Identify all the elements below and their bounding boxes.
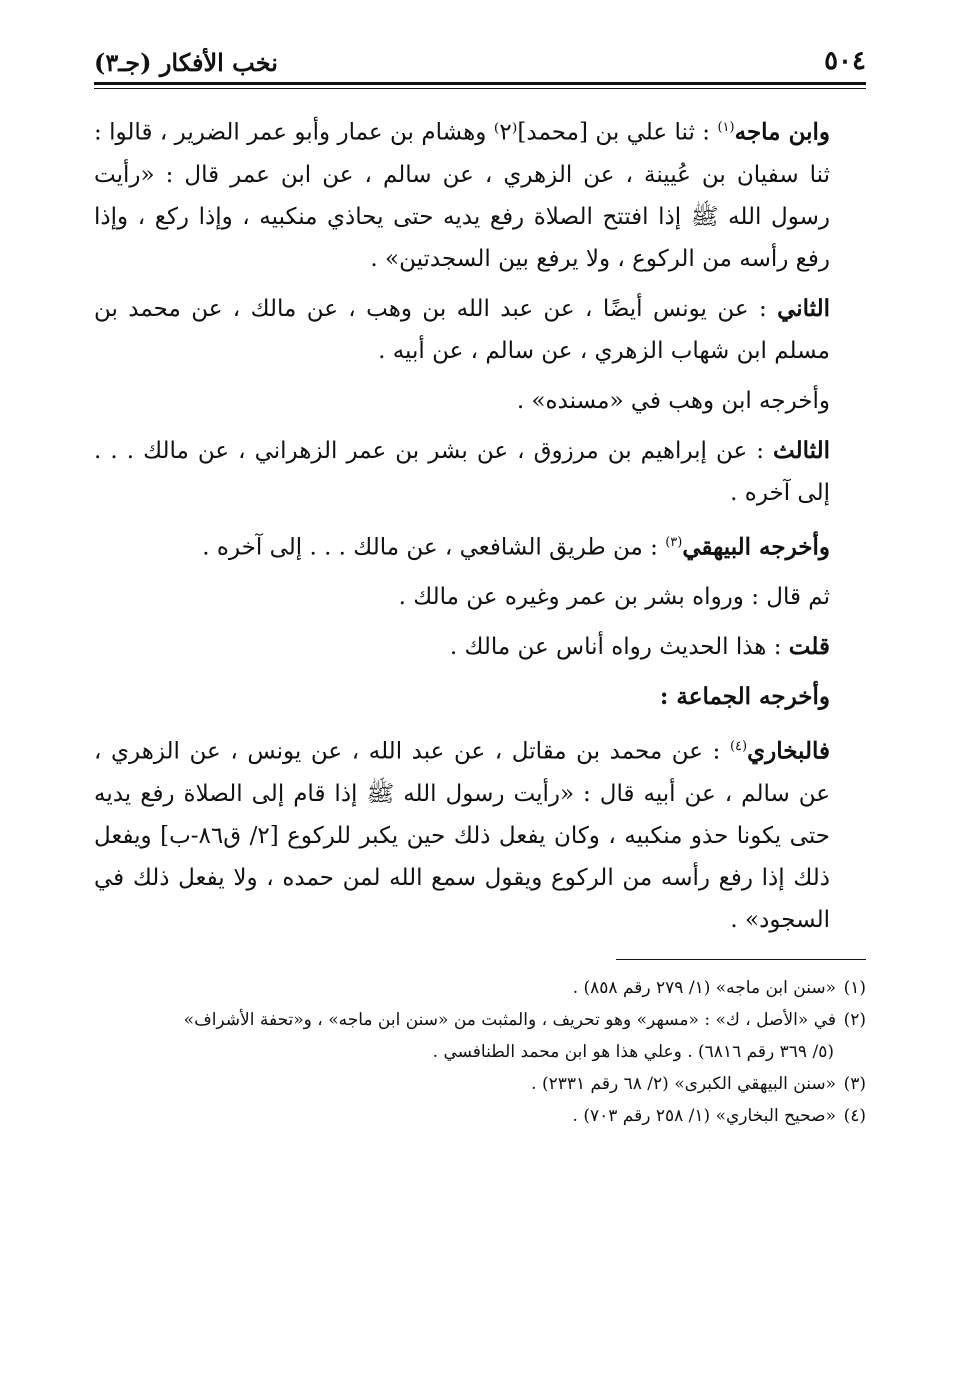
paragraph-text: : عن إبراهيم بن مرزوق ، عن بشر بن عمر الزهراني ، عن مالك . . . إلى آخره . [94,437,830,506]
footnote-item [94,1100,866,1132]
paragraph-text: وأخرجه ابن وهب في «مسنده» . [516,387,830,414]
paragraph-bayhaqi [94,522,866,569]
footnote-number: (٢) [843,1009,866,1030]
footnote-item [94,1068,866,1100]
paragraph-jamaah [94,676,866,718]
footnote-item [94,1004,866,1036]
body-text [94,107,866,941]
header-rule-thin [94,88,866,89]
paragraph-ibn-majah [94,107,866,280]
footnote-text: في «الأصل ، ك» : «مسهر» وهو تحريف ، والمثبت من «سنن ابن ماجه» ، و«تحفة الأشراف» [183,1009,836,1030]
header-rule-thick [94,82,866,85]
footnote-text: «سنن البيهقي الكبرى» (٢/ ٦٨ رقم ٢٣٣١) . [531,1073,836,1094]
paragraph-qultu [94,626,866,668]
footnote-item [94,972,866,1004]
footnote-number: (٣) [843,1073,866,1094]
footnote-separator [616,959,866,960]
footnotes [94,972,866,1132]
footnote-marker: (٤) [729,739,748,755]
footnote-marker: (١) [717,120,735,135]
paragraph-text: : عن يونس أيضًا ، عن عبد الله بن وهب ، عن مالك ، عن محمد بن مسلم ابن شهاب الزهري ، عن سالم ، عن أبيه . [94,295,830,364]
page-header [94,36,866,82]
paragraph-lead: وأخرجه الجماعة : [659,683,830,711]
footnote-text: «سنن ابن ماجه» (١/ ٢٧٩ رقم ٨٥٨) . [572,977,836,998]
footnote-text: (٥/ ٣٦٩ رقم ٦٨١٦) . وعلي هذا هو ابن محمد الطنافسي . [432,1041,834,1062]
paragraph-lead: الثالث [773,436,830,464]
footnote-text: «صحيح البخاري» (١/ ٢٥٨ رقم ٧٠٣) . [572,1105,836,1126]
footnote-number: (٤) [843,1105,866,1126]
paragraph-third [94,430,866,514]
paragraph-lead: فالبخاري [747,737,830,765]
footnote-continuation [94,1036,866,1068]
footnote-number: (١) [843,977,866,998]
paragraph-lead: وابن ماجه [734,118,830,146]
paragraph-second [94,288,866,372]
footnote-marker: (٣) [665,534,683,550]
paragraph-lead: وأخرجه البيهقي [682,533,830,561]
paragraph-ibn-wahb [94,380,866,422]
paragraph-text: : هذا الحديث رواه أناس عن مالك . [449,634,789,661]
running-title: نخب الأفكار (جـ٣) [94,48,278,77]
paragraph-text: : عن محمد بن مقاتل ، عن عبد الله ، عن يونس ، عن الزهري ، عن سالم ، عن أبيه قال : «رأيت رسول الله ﷺ إذا قام إلى الصلاة رفع يديه حتى يكونا حذو منكبيه ، وكان يفعل ذلك حين يكبر للركوع [٢/ ق٨٦-ب] ويفعل ذلك إذا رفع رأسه من الركوع ويقول سمع الله لمن حمده ، ولا يفعل ذلك في السجود» . [94,738,830,933]
page-number: ٥٠٤ [824,46,866,76]
paragraph-then-said [94,576,866,618]
paragraph-text: ثم قال : ورواه بشر بن عمر وغيره عن مالك . [398,584,830,611]
document-page [94,36,866,1356]
paragraph-text: : من طريق الشافعي ، عن مالك . . . إلى آخره . [202,534,666,561]
paragraph-lead: الثاني [777,294,830,322]
paragraph-text: : ثنا علي بن [محمد]⁽٢⁾ وهشام بن عمار وأبو عمر الضرير ، قالوا : ثنا سفيان بن عُيينة ، عن الزهري ، عن سالم ، عن ابن عمر قال : «رأيت رسول الله ﷺ إذا افتتح الصلاة رفع يديه حتى يحاذي منكبيه ، وإذا ركع ، وإذا رفع رأسه من الركوع ، ولا يرفع بين السجدتين» . [94,119,830,272]
paragraph-lead: قلت [788,633,830,661]
paragraph-bukhari [94,726,866,941]
